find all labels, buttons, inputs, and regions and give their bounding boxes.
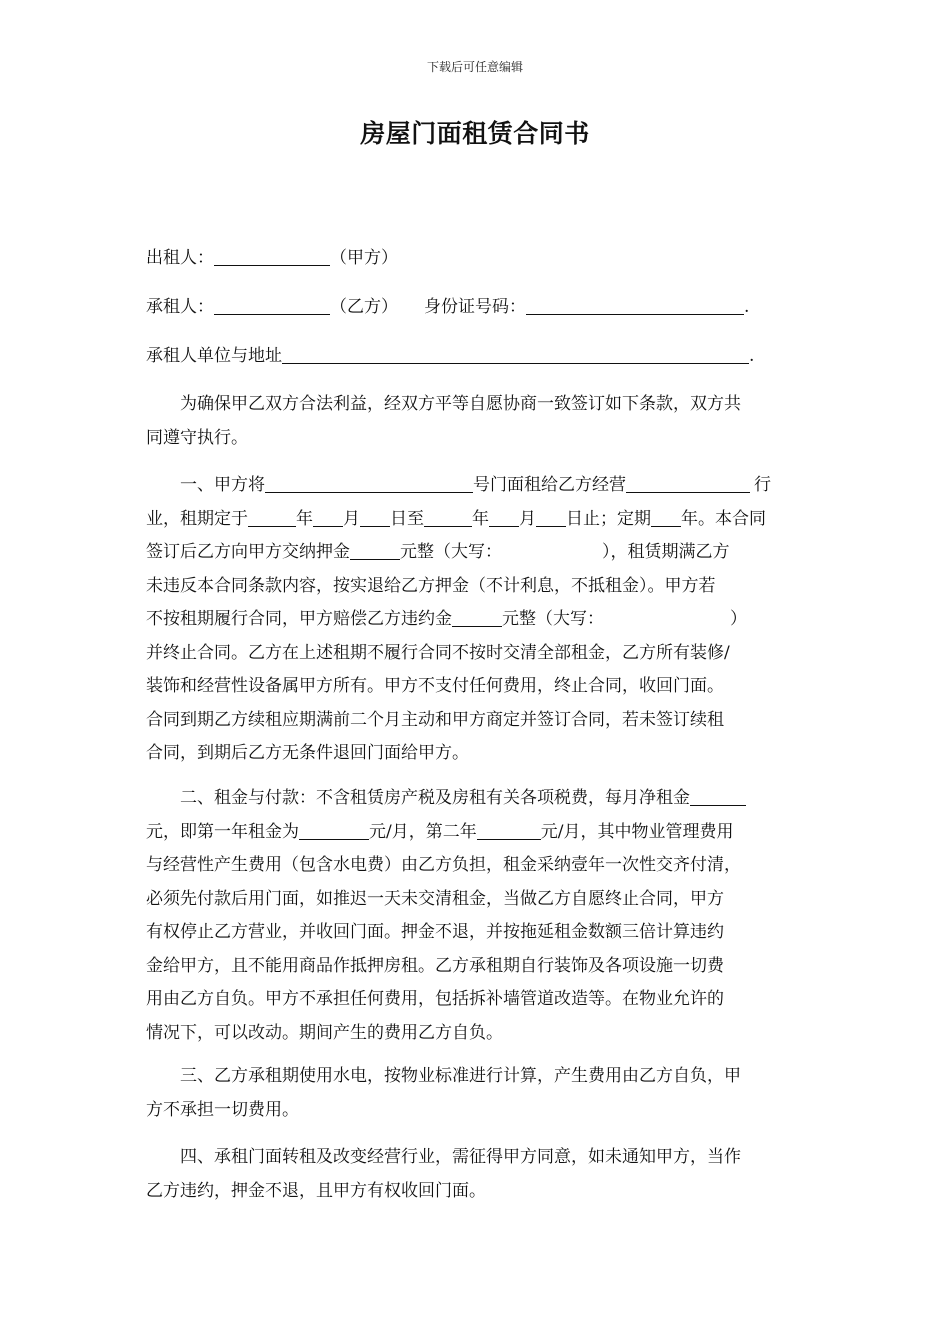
intro-paragraph [146, 388, 806, 455]
lessee-blank[interactable] [214, 296, 330, 315]
text-segment: 年 [296, 508, 313, 529]
lessor-role: （甲方） [330, 248, 398, 268]
monthly-rent-blank[interactable] [690, 787, 746, 806]
text-segment: 月 [343, 508, 360, 529]
clause-row: 用由乙方自负。甲方不承担任何费用，包括拆补墙管道改造等。在物业允许的 [146, 989, 724, 1009]
clause-row [146, 816, 806, 850]
lessor-label: 出租人： [146, 248, 214, 268]
text-segment: 签订后乙方向甲方交纳押金 [146, 542, 350, 562]
document-title: 房屋门面租赁合同书 [360, 119, 590, 148]
clause-row: 方不承担一切费用。 [146, 1099, 299, 1120]
clause-row [146, 782, 806, 816]
clause-row: 有权停止乙方营业，并收回门面。押金不退，并按拖延租金数额三倍计算违约 [146, 922, 724, 942]
lessor-line [146, 247, 398, 269]
intro-row: 同遵守执行。 [146, 427, 248, 448]
first-year-rent-blank[interactable] [299, 821, 369, 840]
text-segment: 元整（大写： [400, 542, 502, 562]
clause-row: 乙方违约，押金不退，且甲方有权收回门面。 [146, 1180, 486, 1201]
clause-row: 金给甲方，且不能用商品作抵押房租。乙方承租期自行装饰及各项设施一切费 [146, 955, 724, 976]
clause-row: 与经营性产生费用（包含水电费）由乙方负担，租金采纳壹年一次性交齐付清， [146, 855, 741, 875]
text-segment: 月 [519, 508, 536, 529]
text-segment: ），租赁期满乙方 [602, 542, 730, 562]
text-segment: 二、租金与付款：不含租赁房产税及房租有关各项税费，每月净租金 [180, 788, 690, 808]
clause-row [146, 469, 806, 503]
text-segment: 行 [754, 475, 771, 495]
header-note: 下载后可任意编辑 [426, 60, 523, 74]
start-month-blank[interactable] [313, 508, 343, 527]
id-label: 身份证号码： [424, 297, 526, 317]
lessee-line [146, 296, 749, 318]
unit-address-blank[interactable] [282, 345, 749, 364]
deposit-blank[interactable] [350, 541, 400, 560]
start-day-blank[interactable] [360, 508, 390, 527]
clause-row: 未违反本合同条款内容，按实退给乙方押金（不计利息，不抵租金）。甲方若 [146, 575, 716, 596]
text-segment: 号门面租给乙方经营 [473, 475, 626, 495]
text-segment: 元整（大写： [502, 609, 604, 629]
lessor-blank[interactable] [214, 247, 330, 266]
text-segment: 年 [472, 508, 489, 529]
clause-1 [146, 469, 806, 771]
clause-2 [146, 782, 806, 1050]
clause-row: 情况下，可以改动。期间产生的费用乙方自负。 [146, 1022, 503, 1043]
clause-row: 并终止合同。乙方在上述租期不履行合同不按时交清全部租金，乙方所有装修/ [146, 642, 730, 663]
text-segment: 年。本合同 [681, 508, 766, 529]
business-type-blank[interactable] [626, 474, 750, 493]
clause-row: 四、承租门面转租及改变经营行业，需征得甲方同意，如未通知甲方，当作 [180, 1147, 741, 1167]
lessee-role: （乙方） [330, 297, 398, 317]
clause-row [146, 536, 806, 570]
clause-row: 必须先付款后用门面，如推迟一天未交清租金，当做乙方自愿终止合同，甲方 [146, 888, 724, 909]
lessee-label: 承租人： [146, 297, 214, 317]
text-segment: 日止；定期 [566, 508, 651, 529]
text-segment: 元/月，第二年 [369, 821, 477, 842]
second-year-rent-blank[interactable] [477, 821, 541, 840]
clause-row: 三、乙方承租期使用水电，按物业标准进行计算，产生费用由乙方自负，甲 [180, 1066, 741, 1086]
unit-end: . [749, 346, 755, 366]
text-segment: 元/月，其中物业管理费用 [540, 821, 734, 842]
text-segment: ） [730, 609, 747, 629]
clause-row [146, 603, 806, 637]
clause-row: 合同，到期后乙方无条件退回门面给甲方。 [146, 743, 469, 763]
text-segment: 日至 [390, 508, 424, 529]
intro-row: 为确保甲乙双方合法利益，经双方平等自愿协商一致签订如下条款，双方共 [180, 394, 741, 414]
text-segment: 一、甲方将 [180, 475, 265, 495]
text-segment: 业，租期定于 [146, 508, 248, 529]
clause-4 [146, 1141, 806, 1208]
id-blank[interactable] [526, 296, 744, 315]
end-day-blank[interactable] [536, 508, 566, 527]
start-year-blank[interactable] [248, 508, 296, 527]
clause-row: 装饰和经营性设备属甲方所有。甲方不支付任何费用，终止合同，收回门面。 [146, 676, 724, 696]
unit-address-line [146, 345, 754, 367]
clause-row: 合同到期乙方续租应期满前二个月主动和甲方商定并签订合同，若未签订续租 [146, 709, 724, 730]
term-years-blank[interactable] [651, 508, 681, 527]
clause-row [146, 503, 806, 537]
penalty-blank[interactable] [452, 608, 502, 627]
id-end: . [744, 297, 750, 317]
end-year-blank[interactable] [424, 508, 472, 527]
clause-3 [146, 1060, 806, 1127]
text-segment: 不按租期履行合同，甲方赔偿乙方违约金 [146, 609, 452, 629]
text-segment: 元，即第一年租金为 [146, 821, 299, 842]
unit-label: 承租人单位与地址 [146, 346, 282, 366]
door-number-blank[interactable] [265, 474, 473, 493]
end-month-blank[interactable] [489, 508, 519, 527]
